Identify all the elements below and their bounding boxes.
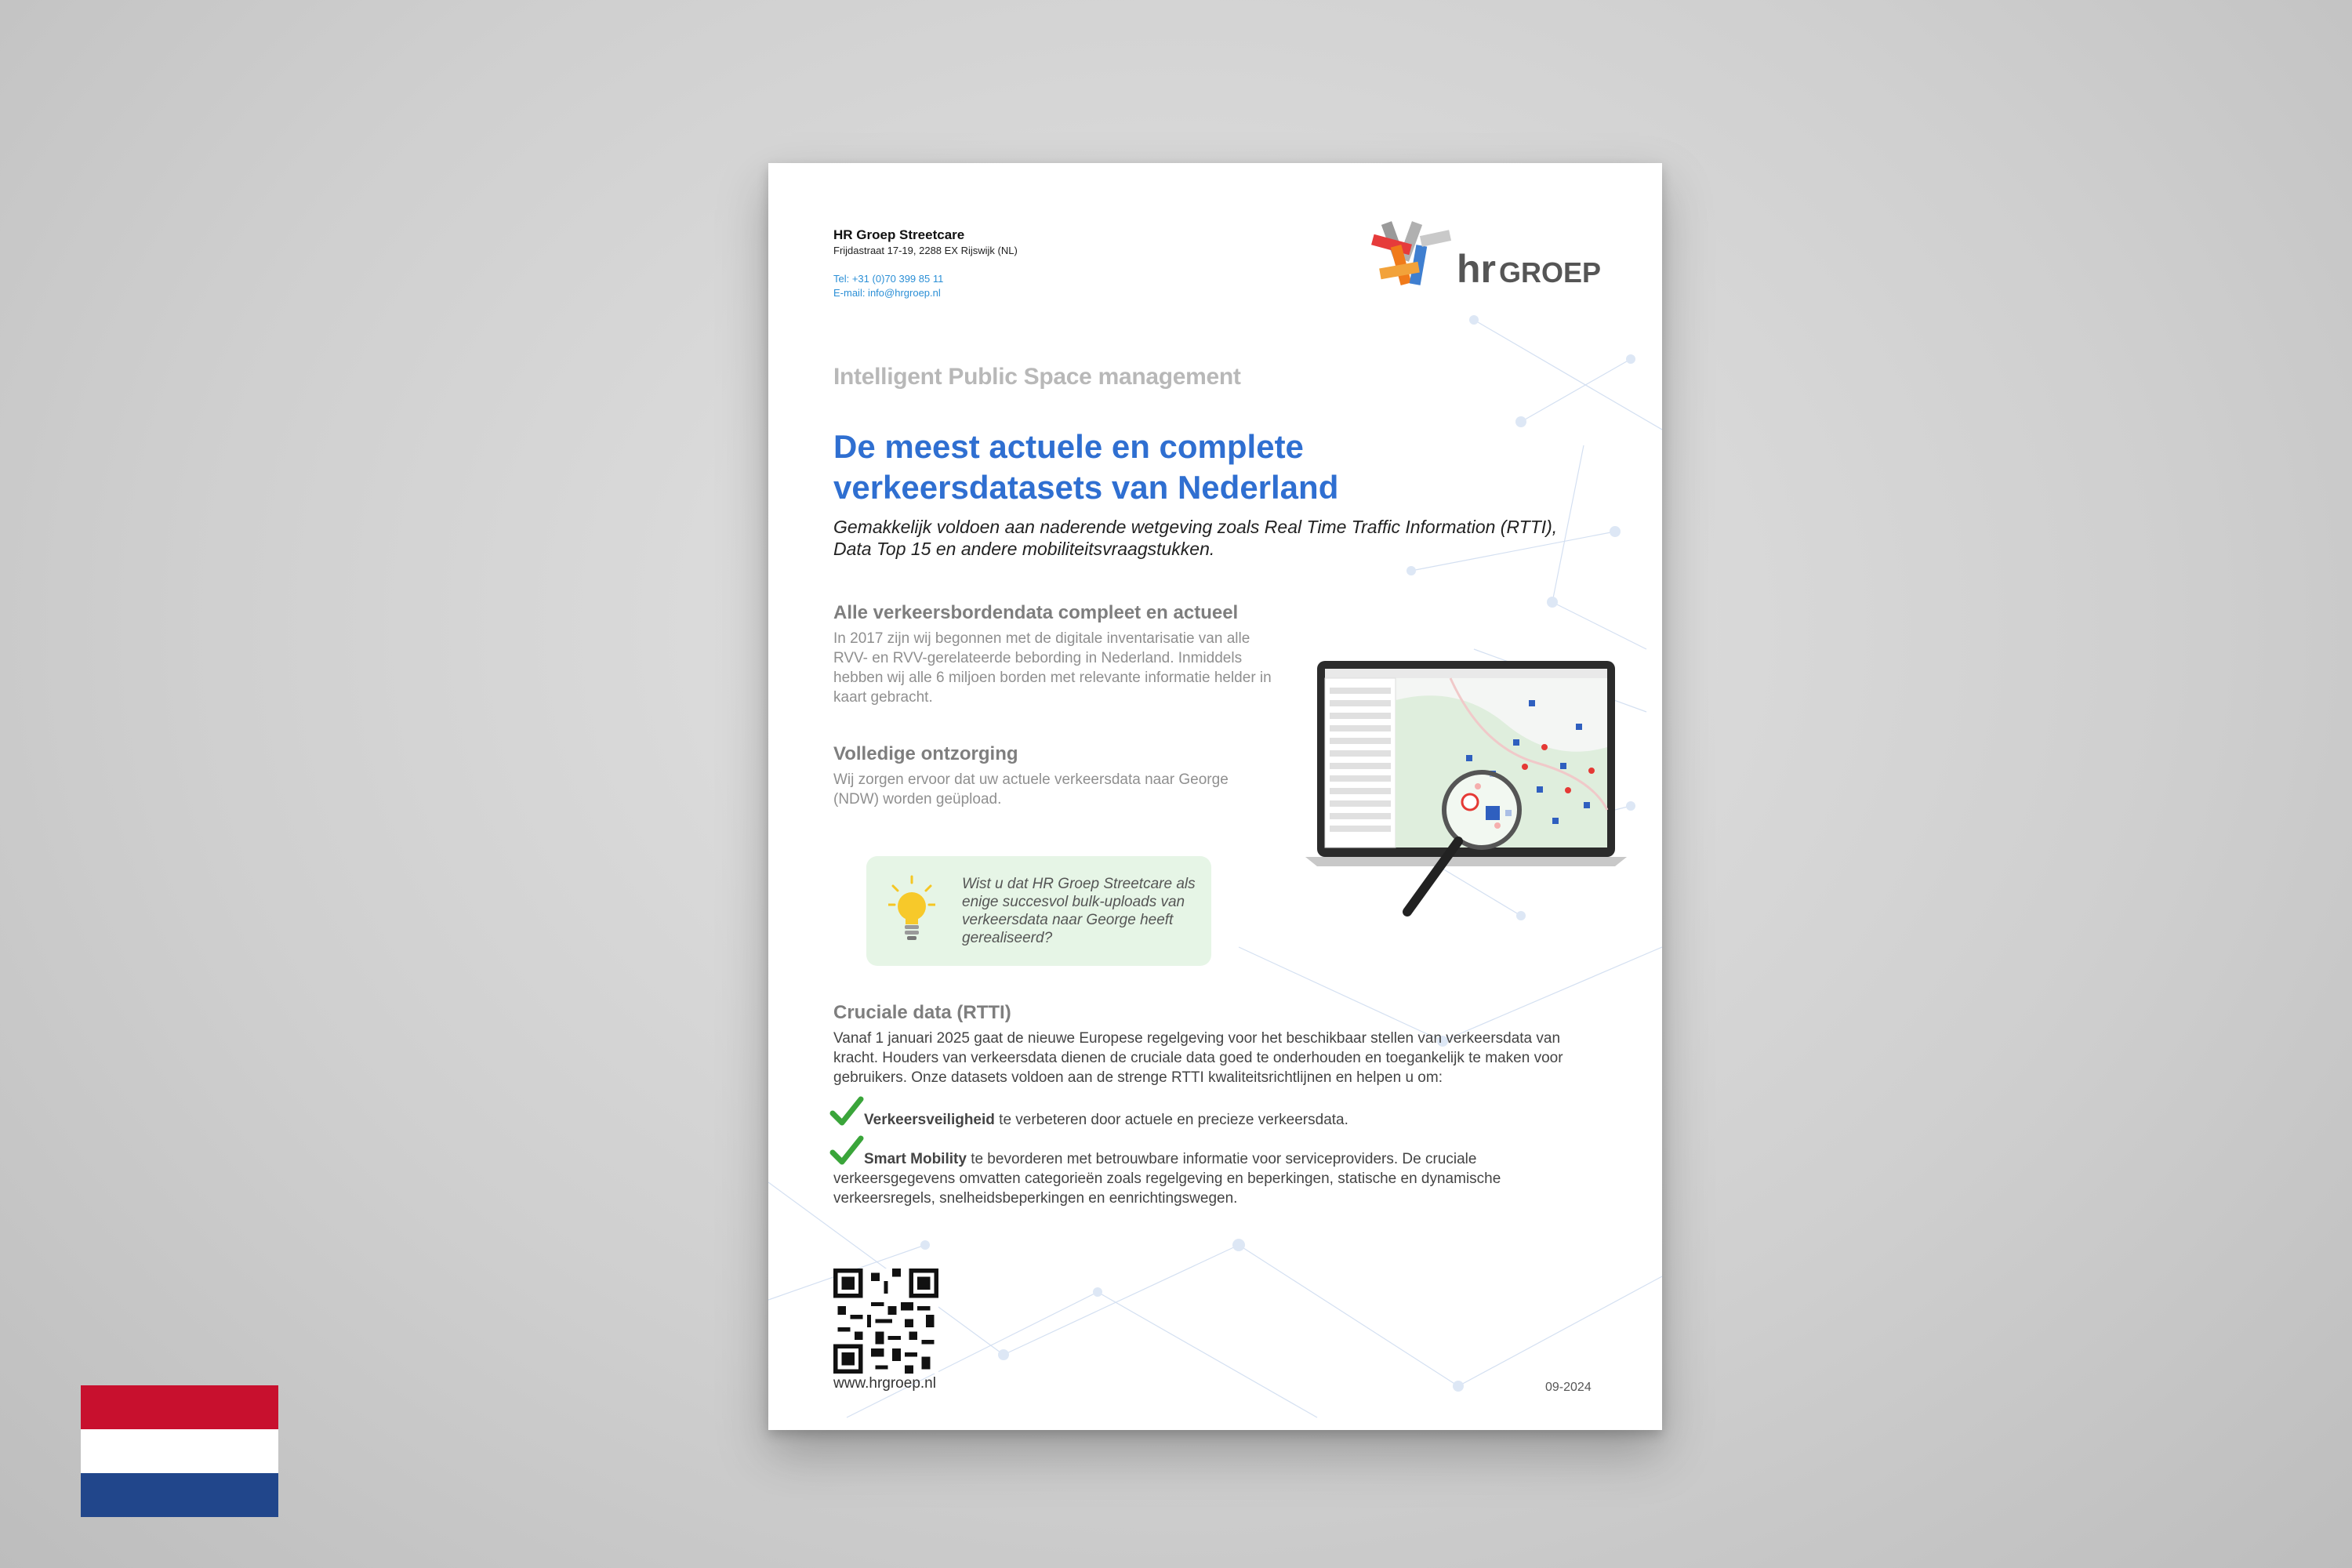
brochure-page bbox=[768, 163, 1662, 1430]
section-body-care: Wij zorgen ervoor dat uw actuele verkeersdata naar George (NDW) worden geüpload. bbox=[833, 771, 1229, 808]
email-address[interactable]: E-mail: info@hrgroep.nl bbox=[833, 287, 941, 299]
flag-blue-stripe bbox=[81, 1473, 278, 1517]
publication-date: 09-2024 bbox=[1545, 1381, 1592, 1394]
tip-text: Wist u dat HR Groep Streetcare als enige succesvol bulk-uploads van verkeersdata naar George heeft gerealiseerd? bbox=[962, 876, 1196, 946]
website-link[interactable]: www.hrgroep.nl bbox=[833, 1375, 936, 1392]
flag-red-stripe bbox=[81, 1385, 278, 1429]
headline-line1: De meest actuele en complete bbox=[833, 428, 1304, 465]
point-safety-text: te verbeteren door actuele en precieze verkeersdata. bbox=[999, 1112, 1348, 1128]
point-mobility-text: te bevorderen met betrouwbare informatie voor serviceproviders. De cruciale verkeersgegevens omvatten categorieën zoals regelgeving en beperkingen, statische en dynamische verkeersregels, snelheidsbeperkingen en eenrichtingswegen. bbox=[833, 1151, 1501, 1207]
section-title-data: Alle verkeersbordendata compleet en actueel bbox=[833, 602, 1239, 623]
company-address: Frijdastraat 17-19, 2288 EX Rijswijk (NL) bbox=[833, 245, 1018, 256]
flag-white-stripe bbox=[81, 1429, 278, 1473]
point-safety-bold: Verkeersveiligheid bbox=[864, 1112, 995, 1128]
laptop-map-illustration bbox=[1301, 653, 1631, 951]
check-icon bbox=[829, 1096, 864, 1127]
netherlands-flag bbox=[81, 1385, 278, 1517]
kicker: Intelligent Public Space management bbox=[833, 364, 1241, 390]
point-mobility bbox=[833, 1149, 1602, 1208]
rtti-body: Vanaf 1 januari 2025 gaat de nieuwe Europese regelgeving voor het beschikbaar stellen van verkeersdata van kracht. Houders van verkeersdata dienen de cruciale data goed te onderhouden en toegankelijk te maken voor gebruikers. Onze datasets voldoen aan de strenge RTTI kwaliteitsrichtlijnen en helpen u om: bbox=[833, 1030, 1563, 1086]
section-body-data: In 2017 zijn wij begonnen met de digitale inventarisatie van alle RVV- en RVV-gerelateerde bebording in Nederland. Inmiddels hebben wij alle 6 miljoen borden met relevante informatie helder in kaart gebracht. bbox=[833, 630, 1272, 706]
section-title-care: Volledige ontzorging bbox=[833, 743, 1018, 764]
headline bbox=[833, 426, 1539, 508]
tip-box bbox=[866, 856, 1211, 966]
phone-number[interactable]: Tel: +31 (0)70 399 85 11 bbox=[833, 273, 944, 285]
logo-groep: GROEP bbox=[1499, 256, 1602, 289]
hr-groep-logo bbox=[1356, 206, 1615, 308]
subheadline: Gemakkelijk voldoen aan naderende wetgeving zoals Real Time Traffic Information (RTTI), Data Top 15 en andere mobiliteitsvraagstukken. bbox=[833, 517, 1558, 559]
point-mobility-bold: Smart Mobility bbox=[864, 1151, 967, 1167]
headline-line2: verkeersdatasets van Nederland bbox=[833, 469, 1339, 506]
point-safety bbox=[864, 1110, 1601, 1130]
logo-hr: hr bbox=[1457, 247, 1496, 291]
company-name: HR Groep Streetcare bbox=[833, 227, 965, 242]
rtti-title: Cruciale data (RTTI) bbox=[833, 1002, 1011, 1023]
qr-code[interactable] bbox=[833, 1269, 938, 1374]
magnifier-icon bbox=[1444, 772, 1519, 848]
lightbulb-icon bbox=[888, 875, 935, 946]
